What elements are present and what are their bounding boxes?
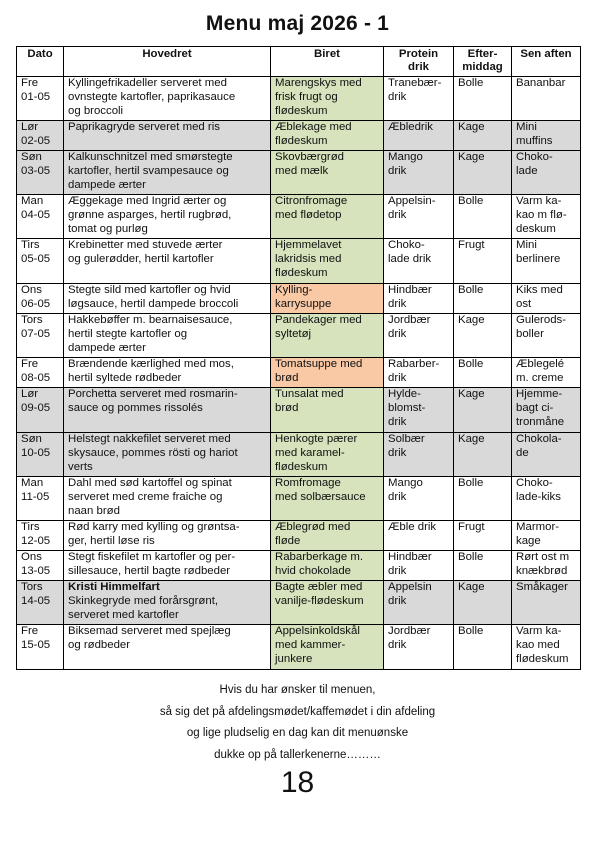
cell-biret: Æblegrød med fløde: [271, 521, 384, 551]
cell-protein: Æble drik: [384, 521, 454, 551]
cell-eftermiddag: Kage: [454, 314, 512, 358]
cell-senaften: Kiks med ost: [512, 284, 581, 314]
holiday-name: Kristi Himmelfart: [68, 581, 160, 593]
cell-senaften: Bananbar: [512, 77, 581, 121]
cell-protein: Appelsin- drik: [384, 195, 454, 239]
cell-senaften: Æblegelé m. creme: [512, 358, 581, 388]
cell-hovedret: Rød karry med kylling og grøntsa- ger, hertil løse ris: [64, 521, 271, 551]
cell-hovedret: Æggekage med Ingrid ærter og grønne asparges, hertil rugbrød, tomat og purløg: [64, 195, 271, 239]
cell-senaften: Småkager: [512, 581, 581, 625]
table-row: [17, 195, 581, 239]
cell-dato: Ons 13-05: [17, 551, 64, 581]
table-row: [17, 477, 581, 521]
cell-protein: Hindbær drik: [384, 551, 454, 581]
cell-eftermiddag: Kage: [454, 151, 512, 195]
cell-eftermiddag: Kage: [454, 388, 512, 433]
cell-dato: Søn 10-05: [17, 433, 64, 477]
footer-line: Hvis du har ønsker til menuen,: [219, 684, 376, 696]
table-row: [17, 239, 581, 284]
cell-protein: Appelsin drik: [384, 581, 454, 625]
page-number: 18: [280, 766, 315, 799]
cell-biret: Rabarberkage m. hvid chokolade: [271, 551, 384, 581]
table-row: [17, 121, 581, 151]
cell-senaften: Varm ka- kao m flø- deskum: [512, 195, 581, 239]
table-row: [17, 521, 581, 551]
cell-protein: Hindbær drik: [384, 284, 454, 314]
cell-eftermiddag: Bolle: [454, 477, 512, 521]
header-eftermiddag: Efter- middag: [454, 47, 512, 77]
cell-protein: Rabarber- drik: [384, 358, 454, 388]
header-biret: Biret: [271, 47, 384, 77]
cell-senaften: Mini muffins: [512, 121, 581, 151]
cell-senaften: Marmor- kage: [512, 521, 581, 551]
cell-dato: Tors 14-05: [17, 581, 64, 625]
cell-hovedret: Biksemad serveret med spejlæg og rødbeder: [64, 625, 271, 670]
cell-dato: Fre 08-05: [17, 358, 64, 388]
table-row: [17, 581, 581, 625]
table-header-row: [17, 47, 581, 77]
cell-eftermiddag: Bolle: [454, 358, 512, 388]
cell-hovedret-text: Skinkegryde med forårsgrønt, serveret med kartofler: [68, 594, 219, 621]
cell-biret: Kylling- karrysuppe: [271, 284, 384, 314]
header-protein: Protein drik: [384, 47, 454, 77]
cell-hovedret: Brændende kærlighed med mos, hertil syltede rødbeder: [64, 358, 271, 388]
cell-dato: Lør 09-05: [17, 388, 64, 433]
cell-protein: Tranebær- drik: [384, 77, 454, 121]
cell-eftermiddag: Bolle: [454, 625, 512, 670]
cell-hovedret: Helstegt nakkefilet serveret med skysauce, pommes rösti og hariot verts: [64, 433, 271, 477]
cell-senaften: Varm ka- kao med flødeskum: [512, 625, 581, 670]
cell-dato: Ons 06-05: [17, 284, 64, 314]
cell-protein: Jordbær drik: [384, 625, 454, 670]
cell-protein: Choko- lade drik: [384, 239, 454, 284]
cell-senaften: Choko- lade-kiks: [512, 477, 581, 521]
menu-table: [16, 46, 581, 670]
cell-dato: Tors 07-05: [17, 314, 64, 358]
table-row: [17, 433, 581, 477]
header-hovedret: Hovedret: [64, 47, 271, 77]
header-dato: Dato: [17, 47, 64, 77]
cell-biret: Henkogte pærer med karamel- flødeskum: [271, 433, 384, 477]
cell-dato: Man 11-05: [17, 477, 64, 521]
cell-dato: Søn 03-05: [17, 151, 64, 195]
cell-hovedret: Stegte sild med kartofler og hvid løgsauce, hertil dampede broccoli: [64, 284, 271, 314]
footer-line: så sig det på afdelingsmødet/kaffemødet i din afdeling: [159, 705, 436, 718]
table-row: [17, 358, 581, 388]
cell-biret: Romfromage med solbærsauce: [271, 477, 384, 521]
table-row: [17, 77, 581, 121]
cell-eftermiddag: Kage: [454, 433, 512, 477]
table-row: [17, 551, 581, 581]
cell-hovedret: Kyllingefrikadeller serveret med ovnstegte kartofler, paprikasauce og broccoli: [64, 77, 271, 121]
cell-eftermiddag: Bolle: [454, 551, 512, 581]
cell-eftermiddag: Frugt: [454, 521, 512, 551]
cell-protein: Æbledrik: [384, 121, 454, 151]
cell-protein: Mango drik: [384, 477, 454, 521]
cell-hovedret: Hakkebøffer m. bearnaisesauce, hertil stegte kartofler og dampede ærter: [64, 314, 271, 358]
cell-protein: Hylde- blomst- drik: [384, 388, 454, 433]
cell-dato: Fre 01-05: [17, 77, 64, 121]
table-row: [17, 314, 581, 358]
table-row: [17, 151, 581, 195]
cell-hovedret: Dahl med sød kartoffel og spinat serveret med creme fraiche og naan brød: [64, 477, 271, 521]
cell-senaften: Mini berlinere: [512, 239, 581, 284]
cell-protein: Mango drik: [384, 151, 454, 195]
cell-biret: Appelsinkoldskål med kammer- junkere: [271, 625, 384, 670]
cell-protein: Jordbær drik: [384, 314, 454, 358]
page-title: Menu maj 2026 - 1: [205, 12, 390, 35]
cell-biret: Skovbærgrød med mælk: [271, 151, 384, 195]
cell-eftermiddag: Kage: [454, 581, 512, 625]
cell-eftermiddag: Frugt: [454, 239, 512, 284]
table-row: [17, 388, 581, 433]
cell-biret: Marengskys med frisk frugt og flødeskum: [271, 77, 384, 121]
cell-biret: Bagte æbler med vanilje-flødeskum: [271, 581, 384, 625]
table-row: [17, 284, 581, 314]
cell-dato: Tirs 05-05: [17, 239, 64, 284]
cell-biret: Citronfromage med flødetop: [271, 195, 384, 239]
footer-line: dukke op på tallerkenerne………: [214, 748, 381, 761]
cell-biret: Hjemmelavet lakridsis med flødeskum: [271, 239, 384, 284]
cell-biret: Æblekage med flødeskum: [271, 121, 384, 151]
cell-dato: Tirs 12-05: [17, 521, 64, 551]
cell-protein: Solbær drik: [384, 433, 454, 477]
cell-eftermiddag: Bolle: [454, 284, 512, 314]
cell-senaften: Chokola- de: [512, 433, 581, 477]
footer-line: og lige pludselig en dag kan dit menuønske: [186, 727, 409, 739]
cell-eftermiddag: Bolle: [454, 195, 512, 239]
cell-hovedret: [64, 581, 271, 625]
cell-eftermiddag: Kage: [454, 121, 512, 151]
cell-dato: Man 04-05: [17, 195, 64, 239]
cell-hovedret: Kalkunschnitzel med smørstegte kartofler, hertil svampesauce og dampede ærter: [64, 151, 271, 195]
cell-senaften: Rørt ost m knækbrød: [512, 551, 581, 581]
cell-hovedret: Paprikagryde serveret med ris: [64, 121, 271, 151]
footer-note: [0, 680, 595, 766]
cell-biret: Tomatsuppe med brød: [271, 358, 384, 388]
cell-biret: Pandekager med syltetøj: [271, 314, 384, 358]
cell-dato: Lør 02-05: [17, 121, 64, 151]
cell-eftermiddag: Bolle: [454, 77, 512, 121]
cell-biret: Tunsalat med brød: [271, 388, 384, 433]
cell-dato: Fre 15-05: [17, 625, 64, 670]
cell-hovedret: Stegt fiskefilet m kartofler og per- sillesauce, hertil bagte rødbeder: [64, 551, 271, 581]
cell-hovedret: Krebinetter med stuvede ærter og gulerødder, hertil kartofler: [64, 239, 271, 284]
header-senaften: Sen aften: [512, 47, 581, 77]
cell-hovedret: Porchetta serveret med rosmarin- sauce og pommes rissolés: [64, 388, 271, 433]
table-row: [17, 625, 581, 670]
cell-senaften: Choko- lade: [512, 151, 581, 195]
cell-senaften: Hjemme- bagt ci- tronmåne: [512, 388, 581, 433]
cell-senaften: Gulerods- boller: [512, 314, 581, 358]
